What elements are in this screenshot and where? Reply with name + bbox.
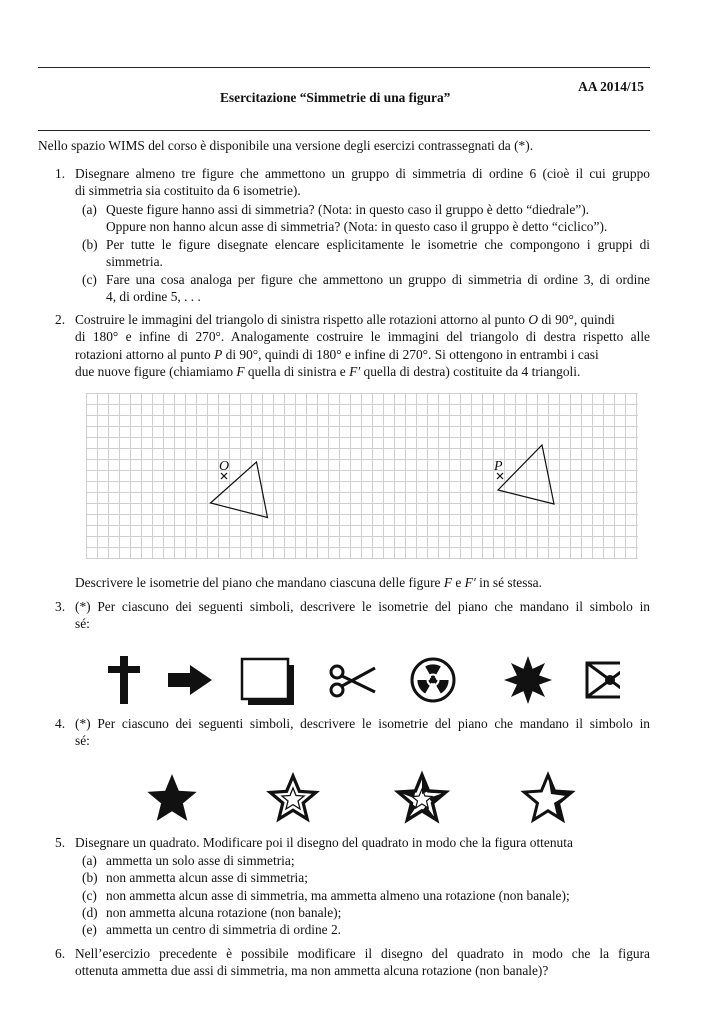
ex3-symbols (100, 650, 620, 710)
ex2-line-3b: di 90°, quindi di 180° e infine di 270°. Si ottengono in entrambi i casi (222, 347, 599, 362)
ex1c-line-1: Fare una cosa analoga per figure che ammettono un gruppo di simmetria di ordine 3, di ordine (106, 272, 650, 287)
ex5e-label: (e) (82, 922, 97, 937)
ex2-question-f: F (443, 575, 453, 590)
ex6-number: 6. (55, 946, 66, 961)
ex3-line-2: sé: (75, 616, 90, 631)
ex2-figure-f: F (236, 364, 245, 379)
ex2-line-4c: quella di destra) costituite da 4 triangoli. (360, 364, 581, 379)
ex5-line-1: Disegnare un quadrato. Modificare poi il disegno del quadrato in modo che la figura ottenuta (75, 835, 573, 850)
radiation-icon (412, 659, 454, 701)
ex5d-label: (d) (82, 905, 98, 920)
ex2-number: 2. (55, 312, 66, 327)
ex2-line-1a: Costruire le immagini del triangolo di sinistra rispetto alle rotazioni attorno al punto (75, 312, 529, 327)
ex4-line-1: (*) Per ciascuno dei seguenti simboli, descrivere le isometrie del piano che mandano il simbolo in (75, 716, 650, 731)
ex2-line-4b: quella di sinistra e (244, 364, 350, 379)
ex2-line-4a: due nuove figure (chiamiamo (75, 364, 237, 379)
ex1a-label: (a) (82, 202, 97, 217)
ex1c-label: (c) (82, 272, 97, 287)
triangle-grid (86, 393, 638, 559)
outline-star-icon (270, 776, 316, 819)
ex2-line-1b: di 90°, quindi (538, 312, 615, 327)
top-rule (38, 67, 650, 68)
ex6-line-1: Nell’esercizio precedente è possibile modificare il disegno del quadrato in modo che la figura (75, 946, 650, 961)
ex2-line-2: di 180° e infine di 270°. Analogamente costruire le immagini del triangolo di destra rispetto alle (75, 329, 650, 344)
ex5b-text: non ammetta alcun asse di simmetria; (106, 870, 308, 885)
ex5a-text: ammetta un solo asse di simmetria; (106, 853, 295, 868)
label-o: O (219, 459, 230, 474)
ex2-line-4 (75, 363, 580, 381)
ex4-line-2: sé: (75, 733, 90, 748)
ex2-line-3a: rotazioni attorno al punto (75, 347, 215, 362)
ex1a-line-1: Queste figure hanno assi di simmetria? (Nota: in questo caso il gruppo è detto “diedrale”). (106, 202, 590, 217)
ex1a-line-2: Oppure non hanno alcun asse di simmetria? (Nota: in questo caso il gruppo è detto “ciclico”). (106, 219, 608, 234)
header-bottom-rule (38, 130, 650, 131)
ex1b-line-1: Per tutte le figure disegnate elencare esplicitamente le isometrie che compongono i gruppi di (106, 237, 650, 252)
ex2-point-p: P (214, 347, 223, 362)
label-p: P (494, 459, 503, 474)
ex5d-text: non ammetta alcuna rotazione (non banale); (106, 905, 342, 920)
ex4-symbols (130, 770, 590, 826)
ex1b-label: (b) (82, 237, 98, 252)
ex1-number: 1. (55, 166, 66, 181)
scissors-icon (331, 666, 375, 696)
ex5-number: 5. (55, 835, 66, 850)
ex3-line-1: (*) Per ciascuno dei seguenti simboli, descrivere le isometrie del piano che mandano il simbolo in (75, 599, 650, 614)
cross-icon (108, 656, 140, 704)
ex5c-label: (c) (82, 888, 97, 903)
intro-text: Nello spazio WIMS del corso è disponibile una versione degli esercizi contrassegnati da (*). (38, 138, 534, 153)
ex2-point-o: O (528, 312, 538, 327)
ex6-line-2: ottenuta ammetta due assi di simmetria, ma non ammetta alcuna rotazione (non banale)? (75, 963, 549, 978)
ex2-figure-f-prime: F′ (349, 364, 361, 379)
ex2-question (75, 574, 542, 592)
ex5b-label: (b) (82, 870, 98, 885)
square-icon (242, 659, 294, 705)
year-label: AA 2014/15 (578, 79, 644, 94)
ex1b-line-2: simmetria. (106, 254, 163, 269)
ex5a-label: (a) (82, 853, 97, 868)
ex2-question-a: Descrivere le isometrie del piano che mandano ciascuna delle figure (75, 575, 444, 590)
ex2-question-f-prime: F′ (464, 575, 476, 590)
ex1c-line-2: 4, di ordine 5, . . . (106, 289, 201, 304)
ex2-question-e: e (452, 575, 465, 590)
ex4-number: 4. (55, 716, 66, 731)
star8-icon (504, 656, 552, 704)
shaded-star-icon (398, 775, 446, 820)
envelope-icon (587, 663, 620, 697)
ex5e-text: ammetta un centro di simmetria di ordine 2. (106, 922, 342, 937)
ex2-line-1 (75, 311, 615, 329)
ex1-line-2: di simmetria sia costituito da 6 isometrie). (75, 183, 301, 198)
ex3-number: 3. (55, 599, 66, 614)
arrow-icon (168, 665, 212, 695)
ex5c-text: non ammetta alcun asse di simmetria, ma ammetta almeno una rotazione (non banale); (106, 888, 570, 903)
ex2-line-3 (75, 346, 599, 364)
half-shaded-star-icon (524, 775, 572, 820)
page-title: Esercitazione “Simmetrie di una figura” (220, 90, 451, 105)
ex2-question-b: in sé stessa. (475, 575, 542, 590)
solid-star-icon (147, 774, 196, 821)
ex1-line-1: Disegnare almeno tre figure che ammettono un gruppo di simmetria di ordine 6 (cioè il cui gruppo (75, 166, 650, 181)
